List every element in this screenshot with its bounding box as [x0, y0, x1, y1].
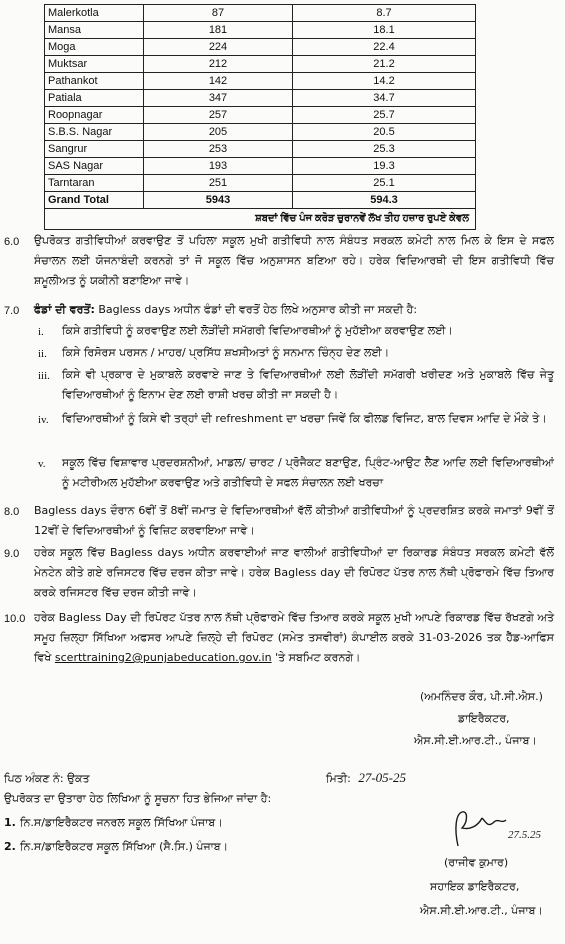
table-row [45, 39, 476, 56]
table-row [45, 175, 476, 192]
section-7-number: 7.0 [4, 305, 20, 317]
section-10-text-part: ਹਰੇਕ Bagless Day ਦੀ ਰਿਪੋਰਟ ਪੱਤਰ ਨਾਲ ਨੱਥੀ ਪ੍ਰੋਫਾਰਮੇ ਵਿੱਚ ਤਿਆਰ ਕਰਕੇ ਸਕੂਲ ਮੁਖੀ ਆਪਣੇ ਰਿਕਾਰਡ ਵਿੱਚ ਰੱਖਣਗੇ ਅਤੇ ਸਮੂਹ ਜ਼ਿਲ੍ਹਾ ਸਿੱਖਿਆ ਅਫਸਰ ਆਪਣੇ ਜ਼ਿਲ੍ਹੇ ਦੀ ਰਿਪੋਰਟ (ਸਮੇਤ ਤਸਵੀਰਾਂ) ਕੰਪਾਈਲ ਕਰਕੇ 31-03-2026 ਤਕ ਹੈੱਡ-ਆਫਿਸ ਵਿਖੇ [34, 611, 554, 664]
amount-cell: 34.7 [293, 90, 476, 107]
table-row [45, 107, 476, 124]
director-designation: ਡਾਇਰੈਕਟਰ, [458, 712, 510, 725]
item-v-marker: v. [38, 458, 46, 470]
count-cell: 212 [144, 56, 293, 73]
date-value: 27-05-25 [358, 770, 407, 785]
section-6-number: 6.0 [4, 236, 20, 248]
item-ii-text: ਕਿਸੇ ਰਿਸੋਰਸ ਪਰਸਨ / ਮਾਹਰ/ ਪ੍ਰਸਿੱਧ ਸ਼ਖਸੀਅਤਾਂ ਨੂੰ ਸਨਮਾਨ ਚਿੰਨ੍ਹ ਦੇਣ ਲਈ। [62, 346, 390, 359]
district-cell: Mansa [45, 22, 144, 39]
district-fund-table [44, 4, 476, 230]
amount-cell: 25.3 [293, 141, 476, 158]
table-row [45, 73, 476, 90]
total-amount: 594.3 [293, 192, 476, 209]
item-i-text: ਕਿਸੇ ਗਤੀਵਿਧੀ ਨੂੰ ਕਰਵਾਉਣ ਲਈ ਲੋੜੀਂਦੀ ਸਮੱਗਰੀ ਵਿਦਿਆਰਥੀਆਂ ਨੂੰ ਮੁਹੱਈਆ ਕਰਵਾਉਣ ਲਈ। [62, 324, 453, 337]
grand-total-row [45, 192, 476, 209]
section-7-heading: ਫੰਡਾਂ ਦੀ ਵਰਤੋਂ: [34, 303, 95, 316]
item-i-marker: i. [38, 326, 44, 338]
count-cell: 347 [144, 90, 293, 107]
district-cell: SAS Nagar [45, 158, 144, 175]
count-cell: 142 [144, 73, 293, 90]
item-iv-marker: iv. [38, 414, 49, 426]
count-cell: 224 [144, 39, 293, 56]
count-cell: 251 [144, 175, 293, 192]
section-7-heading-line [34, 300, 550, 320]
district-cell: Roopnagar [45, 107, 144, 124]
total-label: Grand Total [45, 192, 144, 209]
district-cell: Pathankot [45, 73, 144, 90]
section-10-number: 10.0 [4, 613, 26, 625]
item-iv-text: ਵਿਦਿਆਰਥੀਆਂ ਨੂੰ ਕਿਸੇ ਵੀ ਤਰ੍ਹਾਂ ਦੀ refreshment ਦਾ ਖਰਚਾ ਜਿਵੇਂ ਕਿ ਫੀਲਡ ਵਿਜਿਟ, ਬਾਲ ਦਿਵਸ ਆਦਿ ਦੇ ਮੌਕੇ ਤੇ। [62, 412, 547, 425]
section-10-text [34, 608, 554, 668]
table-row [45, 56, 476, 73]
section-9-number: 9.0 [4, 548, 20, 560]
amount-in-words: ਸ਼ਬਦਾਂ ਵਿੱਚ ਪੰਜ ਕਰੋੜ ਚੁਰਾਨਵੇਂ ਲੱਖ ਤੀਹ ਹਜ਼ਾਰ ਰੁਪਏ ਕੇਵਲ [45, 209, 476, 230]
table-row [45, 158, 476, 175]
amount-cell: 19.3 [293, 158, 476, 175]
assistant-director-designation: ਸਹਾਇਕ ਡਾਇਰੈਕਟਰ, [430, 880, 520, 893]
count-cell: 257 [144, 107, 293, 124]
endorsement-intro: ਉਪਰੋਕਤ ਦਾ ਉਤਾਰਾ ਹੇਠ ਲਿਖਿਆ ਨੂੰ ਸੂਚਨਾ ਹਿਤ ਭੇਜਿਆ ਜਾਂਦਾ ਹੈ: [4, 792, 272, 805]
amount-cell: 8.7 [293, 5, 476, 22]
endorsement-ref: ਪਿਠ ਅੰਕਣ ਨੰ: ਉਕਤ [4, 772, 90, 785]
section-7-intro: Bagless days ਅਧੀਨ ਫੰਡਾਂ ਦੀ ਵਰਤੋਂ ਹੇਠ ਲਿਖੇ ਅਨੁਸਾਰ ਕੀਤੀ ਜਾ ਸਕਦੀ ਹੈ: [98, 303, 418, 316]
count-cell: 253 [144, 141, 293, 158]
item-iii-text: ਕਿਸੇ ਵੀ ਪ੍ਰਕਾਰ ਦੇ ਮੁਕਾਬਲੇ ਕਰਵਾਏ ਜਾਣ ਤੇ ਵਿਦਿਆਰਥੀਆਂ ਲਈ ਲੋੜੀਂਦੀ ਸਮੱਗਰੀ ਖਰੀਦਣ ਅਤੇ ਮੁਕਾਬਲੇ ਵਿੱਚ ਜੇਤੂ ਵਿਦਿਆਰਥੀਆਂ ਨੂੰ ਇਨਾਮ ਦੇਣ ਲਈ ਰਾਸ਼ੀ ਖਰਚ ਕੀਤੀ ਜਾ ਸਕਦੀ ਹੈ। [62, 368, 554, 401]
assistant-director-office: ਐਸ.ਸੀ.ਈ.ਆਰ.ਟੀ., ਪੰਜਾਬ। [420, 904, 543, 917]
table-row [45, 90, 476, 107]
amount-cell: 25.1 [293, 175, 476, 192]
table-row [45, 141, 476, 158]
count-cell: 181 [144, 22, 293, 39]
recipient-1-text: ਨਿ.ਸ/ਡਾਇਰੈਕਟਰ ਜਨਰਲ ਸਕੂਲ ਸਿੱਖਿਆ ਪੰਜਾਬ। [20, 816, 223, 829]
district-cell: S.B.S. Nagar [45, 124, 144, 141]
district-cell: Sangrur [45, 141, 144, 158]
district-cell: Muktsar [45, 56, 144, 73]
item-iii-marker: iii. [38, 370, 50, 382]
recipient-2-text: ਨਿ.ਸ/ਡਾਇਰੈਕਟਰ ਸਕੂਲ ਸਿੱਖਿਆ (ਸੈ.ਸਿ.) ਪੰਜਾਬ। [20, 840, 229, 853]
handwritten-signature [448, 808, 558, 848]
director-office: ਐਸ.ਸੀ.ਈ.ਆਰ.ਟੀ., ਪੰਜਾਬ। [414, 734, 537, 747]
amount-cell: 22.4 [293, 39, 476, 56]
section-9-text: ਹਰੇਕ ਸਕੂਲ ਵਿੱਚ Bagless days ਅਧੀਨ ਕਰਵਾਈਆਂ ਜਾਣ ਵਾਲੀਆਂ ਗਤੀਵਿਧੀਆਂ ਦਾ ਰਿਕਾਰਡ ਸੰਬੰਧਤ ਸਰਕਲ ਕਮੇਟੀ ਵੱਲੋਂ ਮੇਨਟੇਨ ਕੀਤੇ ਗਏ ਰਜਿਸਟਰ ਵਿੱਚ ਦਰਜ ਕੀਤਾ ਜਾਵੇ। ਹਰੇਕ Bagless day ਦੀ ਰਿਪੋਰਟ ਪੱਤਰ ਨਾਲ ਨੱਥੀ ਪ੍ਰੋਫਾਰਮੇ ਵਿੱਚ ਤਿਆਰ ਕਰਕੇ ਰਜਿਸਟਰ ਵਿੱਚ ਦਰਜ ਕੀਤੀ ਜਾਵੇ। [34, 546, 554, 599]
section-6-text: ਉਪਰੋਕਤ ਗਤੀਵਿਧੀਆਂ ਕਰਵਾਉਣ ਤੋਂ ਪਹਿਲਾ ਸਕੂਲ ਮੁਖੀ ਗਤੀਵਿਧੀ ਨਾਲ ਸੰਬੰਧਤ ਸਰਕਲ ਕਮੇਟੀ ਨਾਲ ਮਿਲ ਕੇ ਇਸ ਦੇ ਸਫਲ ਸੰਚਾਲਨ ਲਈ ਯੋਜਨਾਬੰਦੀ ਕਰਨਗੇ ਤਾਂ ਜੋ ਸਕੂਲ ਵਿੱਚ ਅਨੁਸ਼ਾਸਨ ਬਣਿਆ ਰਹੇ। ਹਰੇਕ ਵਿਦਿਆਰਥੀ ਦੀ ਇਸ ਗਤੀਵਿਧੀ ਵਿੱਚ ਸ਼ਮੂਲੀਅਤ ਨੂੰ ਯਕੀਨੀ ਬਣਾਇਆ ਜਾਵੇ। [34, 234, 554, 287]
table-row [45, 22, 476, 39]
total-count: 5943 [144, 192, 293, 209]
recipient-1-number: 1. [4, 816, 16, 829]
district-cell: Malerkotla [45, 5, 144, 22]
district-cell: Patiala [45, 90, 144, 107]
table-row [45, 5, 476, 22]
count-cell: 87 [144, 5, 293, 22]
recipient-2-number: 2. [4, 840, 16, 853]
amount-cell: 21.2 [293, 56, 476, 73]
amount-cell: 18.1 [293, 22, 476, 39]
amount-cell: 14.2 [293, 73, 476, 90]
assistant-director-name: (ਰਾਜੀਵ ਕੁਮਾਰ) [444, 856, 509, 869]
section-10-text-end: 'ਤੇ ਸਬਮਿਟ ਕਰਨਗੇ। [271, 651, 361, 664]
signature-date: 27.5.25 [508, 829, 541, 841]
item-ii-marker: ii. [38, 348, 47, 360]
section-8-number: 8.0 [4, 506, 20, 518]
count-cell: 193 [144, 158, 293, 175]
item-v-text: ਸਕੂਲ ਵਿੱਚ ਵਿਸ਼ਾਵਾਰ ਪ੍ਰਦਰਸ਼ਨੀਆਂ, ਮਾਡਲ/ ਚਾਰਟ / ਪ੍ਰੋਜੈਕਟ ਬਣਾਉਣ, ਪ੍ਰਿੰਟ-ਆਉਟ ਲੈਣ ਆਦਿ ਲਈ ਵਿਦਿਆਰਥੀਆਂ ਨੂੰ ਮਟੀਰੀਅਲ ਮੁਹੱਈਆ ਕਰਵਾਉਣ ਅਤੇ ਗਤੀਵਿਧੀ ਦੇ ਸਫਲ ਸੰਚਾਲਨ ਲਈ ਖਰਚਾ [62, 456, 554, 489]
amount-cell: 20.5 [293, 124, 476, 141]
endorsement-date [326, 770, 406, 786]
section-8-text: Bagless days ਦੌਰਾਨ 6ਵੀਂ ਤੋਂ 8ਵੀਂ ਜਮਾਤ ਦੇ ਵਿਦਿਆਰਥੀਆਂ ਵੱਲੋਂ ਕੀਤੀਆਂ ਗਤੀਵਿਧੀਆਂ ਨੂੰ ਪ੍ਰਦਰਸ਼ਿਤ ਕਰਕੇ ਜਮਾਤਾਂ 9ਵੀਂ ਤੋਂ 12ਵੀਂ ਦੇ ਵਿਦਿਆਰਥੀਆਂ ਨੂੰ ਵਿਜ਼ਿਟ ਕਰਵਾਇਆ ਜਾਵੇ। [34, 504, 554, 537]
table-row [45, 124, 476, 141]
district-cell: Tarntaran [45, 175, 144, 192]
email-link[interactable]: scerttraining2@punjabeducation.gov.in [54, 651, 272, 664]
director-name: (ਅਮਨਿੰਦਰ ਕੌਰ, ਪੀ.ਸੀ.ਐਸ.) [420, 690, 543, 703]
amount-cell: 25.7 [293, 107, 476, 124]
district-cell: Moga [45, 39, 144, 56]
date-label: ਮਿਤੀ: [326, 772, 351, 785]
amount-in-words-row [45, 209, 476, 230]
count-cell: 205 [144, 124, 293, 141]
